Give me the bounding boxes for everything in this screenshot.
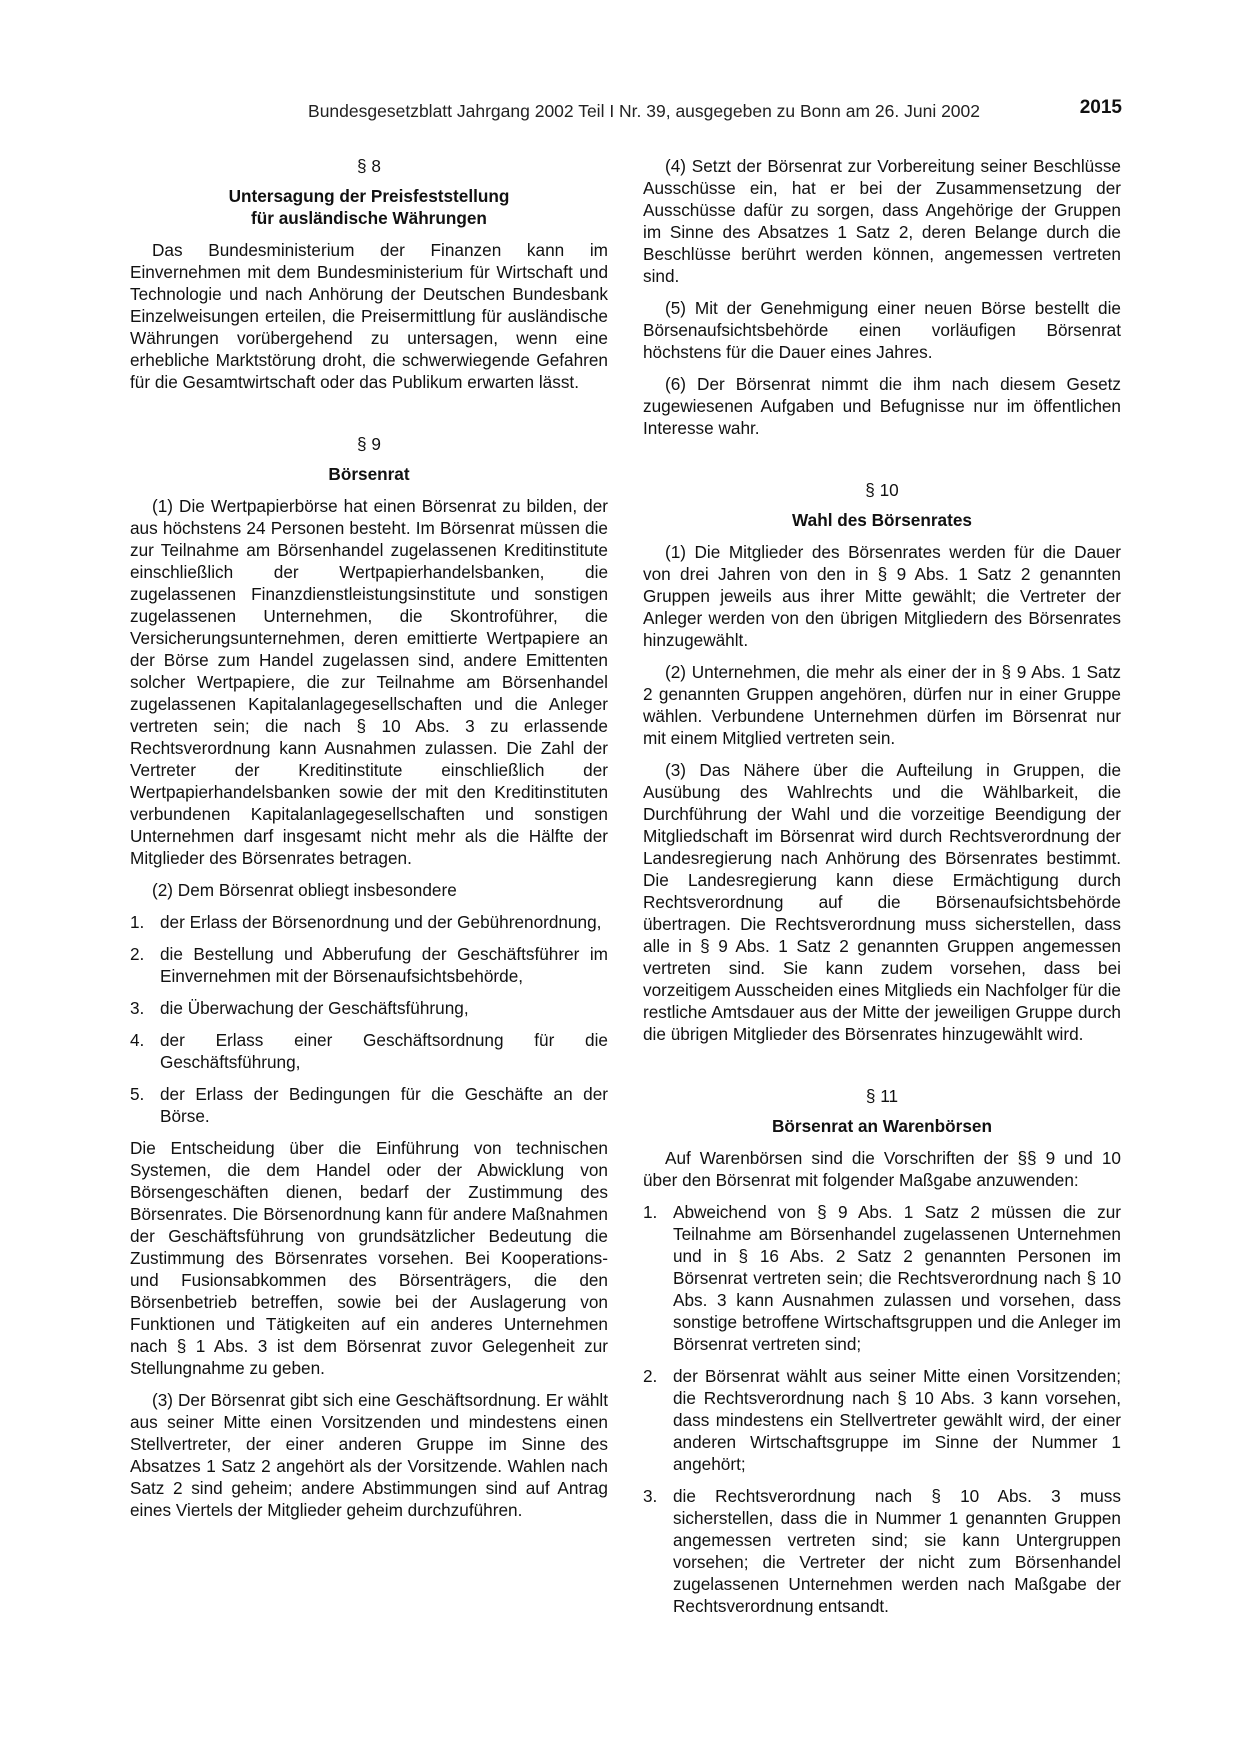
list-item-text: Abweichend von § 9 Abs. 1 Satz 2 müssen die zur Teilnahme am Börsenhandel zugelassenen Unternehmen und in § 16 Abs. 2 Satz 2 genannten Personen im Börsenrat vertreten sein; die Rechtsverordnung nach § 10 Abs. 3 kann Ausnahmen zulassen und vorsehen, dass sonstige betroffene Wirtschaftsgruppen und die Anleger im Börsenrat vertreten sind; [673,1202,1121,1354]
list-item-number: 4. [130,1030,145,1050]
list-item-number: 3. [643,1486,658,1506]
section-8-number: § 8 [357,156,381,176]
section-11-intro: Auf Warenbörsen sind die Vorschriften der §§ 9 und 10 über den Börsenrat mit folgender Maßgabe anzuwenden: [643,1148,1121,1190]
list-item-number: 1. [130,912,145,932]
section-10-paragraph-1: (1) Die Mitglieder des Börsenrates werden für die Dauer von drei Jahren von den in § 9 Abs. 1 Satz 2 genannten Gruppen jeweils aus ihrer Mitte gewählt; die Vertreter der Anleger werden von den übrigen Mitgliedern des Börsenrates hinzugewählt. [643,542,1121,650]
section-9-number: § 9 [357,434,381,454]
list-item-text: der Erlass der Bedingungen für die Geschäfte an der Börse. [160,1084,608,1126]
page-header [130,97,1122,127]
right-column [643,155,1121,1627]
section-10-number: § 10 [865,480,899,500]
left-column [130,155,608,1531]
section-9-paragraph-2-intro: (2) Dem Börsenrat obliegt insbesondere [152,880,457,900]
section-11-title: Börsenrat an Warenbörsen [772,1116,992,1136]
section-11-rules-list [643,1201,1121,1617]
section-11-number: § 11 [865,1086,899,1106]
section-9-duties-list [130,911,608,1127]
section-8-title [130,185,608,229]
list-item-number: 2. [130,944,145,964]
section-10-paragraph-3: (3) Das Nähere über die Aufteilung in Gruppen, die Ausübung des Wahlrechts und die Wählbarkeit, die Durchführung der Wahl und die vorzeitige Beendigung der Mitgliedschaft im Börsenrat wird durch Rechtsverordnung der Landesregierung nach Anhörung des Börsenrates bestimmt. Die Landesregierung kann diese Ermächtigung durch Rechtsverordnung auf die Börsenaufsichtsbehörde übertragen. Die Rechtsverordnung muss sicherstellen, dass alle in § 9 Abs. 1 Satz 2 genannten Gruppen angemessen vertreten sind. Sie kann zudem vorsehen, dass bei vorzeitigem Ausscheiden eines Mitglieds ein Nachfolger für die restliche Amtsdauer aus der Mitte der jeweiligen Gruppe durch die übrigen Mitglieder des Börsenrates hinzugewählt wird. [643,760,1121,1044]
section-9-title: Börsenrat [328,464,410,484]
section-9-paragraph-2-tail: Die Entscheidung über die Einführung von technischen Systemen, die dem Handel oder der Abwicklung von Börsengeschäften dienen, bedarf der Zustimmung des Börsenrates. Die Börsenordnung kann für andere Maßnahmen der Geschäftsführung von grundsätzlicher Bedeutung die Zustimmung des Börsenrates vorsehen. Bei Kooperations- und Fusionsabkommen des Börsenträgers, die den Börsenbetrieb betreffen, sowie bei der Auslagerung von Funktionen und Tätigkeiten auf ein anderes Unternehmen nach § 1 Abs. 3 ist dem Börsenrat zuvor Gelegenheit zur Stellungnahme zu geben. [130,1138,608,1378]
list-item [130,943,608,987]
section-9-paragraph-5: (5) Mit der Genehmigung einer neuen Börse bestellt die Börsenaufsichtsbehörde einen vorläufigen Börsenrat höchstens für die Dauer eines Jahres. [643,298,1121,362]
list-item [130,1029,608,1073]
section-spacer [130,403,608,433]
list-item-number: 1. [643,1202,658,1222]
list-item [643,1485,1121,1617]
list-item-text: die Bestellung und Abberufung der Geschäftsführer im Einvernehmen mit der Börsenaufsichtsbehörde, [160,944,608,986]
list-item-text: der Erlass der Börsenordnung und der Gebührenordnung, [160,912,602,932]
section-10-title: Wahl des Börsenrates [792,510,972,530]
list-item-number: 3. [130,998,145,1018]
section-9-paragraph-3: (3) Der Börsenrat gibt sich eine Geschäftsordnung. Er wählt aus seiner Mitte einen Vorsitzenden und mindestens einen Stellvertreter, der einer anderen Gruppe im Sinne des Absatzes 1 Satz 2 angehört als der Vorsitzende. Wahlen nach Satz 2 sind geheim; andere Abstimmungen sind auf Antrag eines Viertels der Mitglieder geheim durchzuführen. [130,1390,608,1520]
section-8-body: Das Bundesministerium der Finanzen kann im Einvernehmen mit dem Bundesministerium für Wirtschaft und Technologie und nach Anhörung der Deutschen Bundesbank Einzelweisungen erteilen, die Preisermittlung für ausländische Währungen vorübergehend zu untersagen, wenn eine erhebliche Marktstörung droht, die schwerwiegende Gefahren für die Gesamtwirtschaft oder das Publikum erwarten lässt. [130,240,608,392]
section-9-paragraph-4: (4) Setzt der Börsenrat zur Vorbereitung seiner Beschlüsse Ausschüsse ein, hat er bei der Zusammensetzung der Ausschüsse dafür zu sorgen, dass Angehörige der Gruppen im Sinne des Absatzes 1 Satz 2, deren Belange durch die Beschlüsse berührt werden können, angemessen vertreten sind. [643,156,1121,286]
list-item-text: der Erlass einer Geschäftsordnung für die Geschäftsführung, [160,1030,608,1072]
section-spacer [643,449,1121,479]
list-item-text: die Rechtsverordnung nach § 10 Abs. 3 muss sicherstellen, dass die in Nummer 1 genannten Gruppen angemessen vertreten sind; sie kann Untergruppen vorsehen; die Vertreter der nicht zum Börsenhandel zugelassenen Unternehmen werden nach Maßgabe der Rechtsverordnung entsandt. [673,1486,1121,1616]
list-item [130,911,608,933]
section-spacer [643,1055,1121,1085]
section-8-title-line2: für ausländische Währungen [251,208,487,228]
page-number: 2015 [1079,97,1122,118]
running-title: Bundesgesetzblatt Jahrgang 2002 Teil I Nr. 39, ausgegeben zu Bonn am 26. Juni 2002 [308,101,980,121]
section-9-paragraph-6: (6) Der Börsenrat nimmt die ihm nach diesem Gesetz zugewiesenen Aufgaben und Befugnisse nur im öffentlichen Interesse wahr. [643,374,1121,438]
list-item [130,1083,608,1127]
list-item [643,1201,1121,1355]
section-8-title-line1: Untersagung der Preisfeststellung [228,186,510,206]
section-10-paragraph-2: (2) Unternehmen, die mehr als einer der in § 9 Abs. 1 Satz 2 genannten Gruppen angehören, dürfen nur in einer Gruppe wählen. Verbundene Unternehmen dürfen im Börsenrat nur mit einem Mitglied vertreten sein. [643,662,1121,748]
list-item-text: die Überwachung der Geschäftsführung, [160,998,469,1018]
list-item-text: der Börsenrat wählt aus seiner Mitte einen Vorsitzenden; die Rechtsverordnung nach § 10 Abs. 3 kann vorsehen, dass mindestens ein Stellvertreter gewählt wird, der einer anderen Wirtschaftsgruppe im Sinne der Nummer 1 angehört; [673,1366,1121,1474]
section-9-paragraph-1: (1) Die Wertpapierbörse hat einen Börsenrat zu bilden, der aus höchstens 24 Personen besteht. Im Börsenrat müssen die zur Teilnahme am Börsenhandel zugelassenen Kreditinstitute einschließlich der Wertpapierhandelsbanken, die zugelassenen Finanzdienstleistungsinstitute und sonstigen zugelassenen Unternehmen, die Skontroführer, die Versicherungsunternehmen, deren emittierte Wertpapiere an der Börse zum Handel zugelassen sind, andere Emittenten solcher Wertpapiere, die zur Teilnahme am Börsenhandel zugelassenen Kapitalanlagegesellschaften und die Anleger vertreten sein; die nach § 10 Abs. 3 zu erlassende Rechtsverordnung kann Ausnahmen zulassen. Die Zahl der Vertreter der Kreditinstitute einschließlich der Wertpapierhandelsbanken sowie der mit den Kreditinstituten verbundenen Kapitalanlagegesellschaften und sonstigen Unternehmen darf insgesamt nicht mehr als die Hälfte der Mitglieder des Börsenrates betragen. [130,496,608,868]
list-item [130,997,608,1019]
list-item [643,1365,1121,1475]
list-item-number: 2. [643,1366,658,1386]
list-item-number: 5. [130,1084,145,1104]
